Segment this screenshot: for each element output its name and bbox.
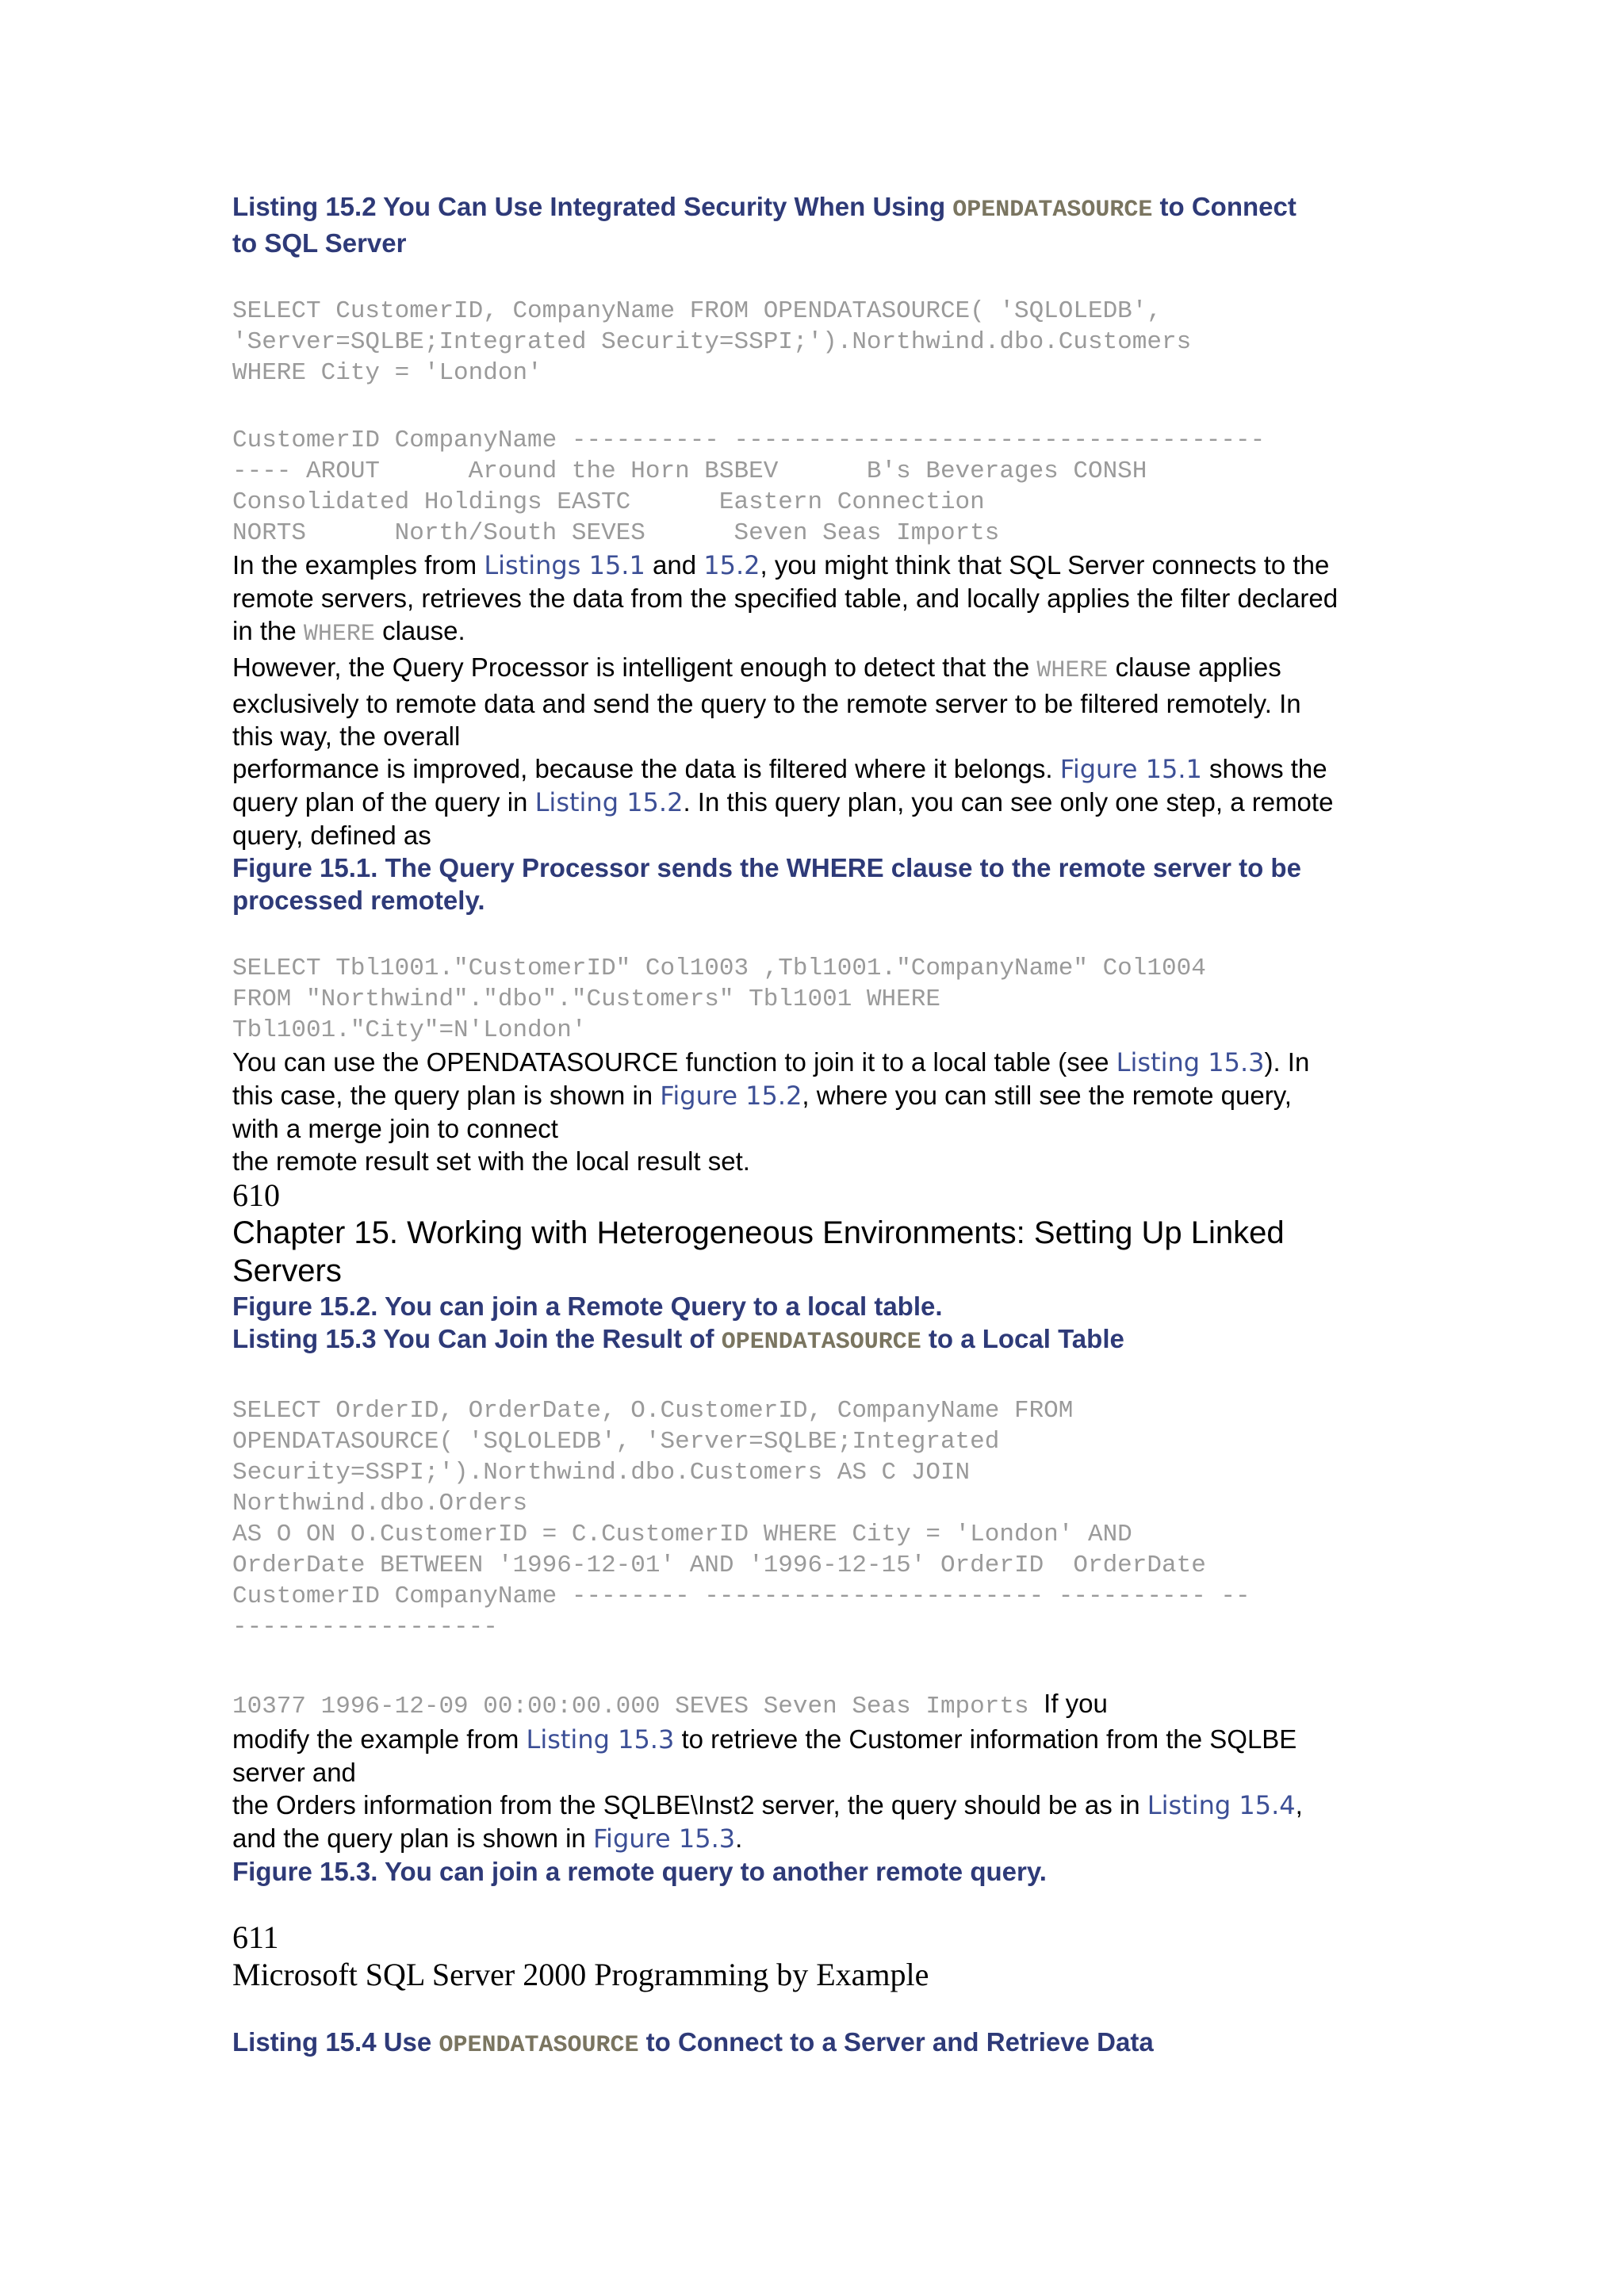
listing-15-3-heading: [232, 1322, 1398, 1359]
listing-15-2-heading: [232, 190, 1398, 259]
link-listing-15-3[interactable]: Listing 15.3: [1116, 1047, 1265, 1077]
paragraph-examples: [232, 549, 1398, 651]
text: remote servers, retrieves the data from the specified table, and locally applies the filter declared: [232, 584, 1339, 613]
inline-code-where: WHERE: [1036, 657, 1109, 684]
code-line: AS O ON O.CustomerID = C.CustomerID WHERE City = 'London' AND: [232, 1521, 1132, 1548]
text: clause.: [374, 616, 465, 645]
link-figure-15-2[interactable]: Figure 15.2: [660, 1081, 802, 1111]
text: shows the: [1201, 754, 1327, 783]
text: If you: [1044, 1689, 1108, 1718]
listing-15-3-code: [232, 1395, 1398, 1643]
text: to retrieve the Customer information from the SQLBE: [674, 1724, 1297, 1754]
paragraph-query-processor: [232, 651, 1398, 851]
heading-text: to Connect to a Server and Retrieve Data: [638, 2027, 1154, 2057]
code-line: SELECT CustomerID, CompanyName FROM OPENDATASOURCE( 'SQLOLEDB',: [232, 297, 1162, 325]
text: In the examples from: [232, 550, 485, 580]
code-line: CustomerID CompanyName -------- ----------------------- ---------- --: [232, 1582, 1251, 1610]
listing-15-2-code: [232, 296, 1398, 388]
text: this way, the overall: [232, 721, 461, 751]
document-page: [232, 190, 1398, 2062]
link-listing-15-4[interactable]: Listing 15.4: [1147, 1790, 1296, 1820]
code-line: Tbl1001."City"=N'London': [232, 1016, 587, 1044]
code-line: FROM "Northwind"."dbo"."Customers" Tbl1001 WHERE: [232, 985, 940, 1013]
text: query, defined as: [232, 821, 431, 850]
link-listings-15-1[interactable]: Listings 15.1: [484, 550, 645, 580]
code-line: Security=SSPI;').Northwind.dbo.Customers AS C JOIN: [232, 1459, 971, 1487]
text: .: [735, 1823, 743, 1853]
paragraph-modify-example: [232, 1687, 1398, 1855]
caption-text: Figure 15.1. The Query Processor sends the WHERE clause to the remote server to be: [232, 853, 1301, 882]
chapter-title: [232, 1214, 1398, 1290]
code-line: Northwind.dbo.Orders: [232, 1490, 528, 1517]
heading-code: OPENDATASOURCE: [721, 1329, 921, 1356]
heading-text: Listing 15.2 You Can Use Integrated Security When Using: [232, 192, 953, 221]
heading-text: to Connect: [1152, 192, 1297, 221]
text: exclusively to remote data and send the query to the remote server to be filtered remotely. In: [232, 689, 1301, 718]
text: server and: [232, 1758, 356, 1787]
page-number-610: 610: [232, 1177, 280, 1213]
figure-15-1-caption: [232, 851, 1398, 916]
text: and: [645, 550, 704, 580]
figure-15-3-caption: Figure 15.3. You can join a remote query to another remote query.: [232, 1857, 1047, 1886]
paragraph-opendatasource-join: [232, 1046, 1398, 1177]
heading-text: to a Local Table: [921, 1324, 1124, 1353]
heading-text: Listing 15.4 Use: [232, 2027, 439, 2057]
page-number-611: 611: [232, 1919, 279, 1955]
code-line: SELECT Tbl1001."CustomerID" Col1003 ,Tbl1001."CompanyName" Col1004: [232, 955, 1206, 982]
heading-text: to SQL Server: [232, 228, 407, 258]
result-line: ---- AROUT Around the Horn BSBEV B's Beverages CONSH: [232, 457, 1147, 485]
link-figure-15-1[interactable]: Figure 15.1: [1059, 754, 1202, 784]
heading-code: OPENDATASOURCE: [439, 2032, 639, 2059]
text: query plan of the query in: [232, 787, 535, 817]
link-listing-15-2[interactable]: 15.2: [703, 550, 760, 580]
heading-text: Listing 15.3 You Can Join the Result of: [232, 1324, 722, 1353]
code-line: OrderDate BETWEEN '1996-12-01' AND '1996-12-15' OrderID OrderDate: [232, 1552, 1206, 1579]
text: clause applies: [1108, 652, 1281, 682]
text: However, the Query Processor is intelligent enough to detect that the: [232, 652, 1037, 682]
text: the Orders information from the SQLBE\Inst2 server, the query should be as in: [232, 1790, 1147, 1820]
link-listing-15-3[interactable]: Listing 15.3: [526, 1724, 675, 1755]
link-listing-15-2[interactable]: Listing 15.2: [534, 787, 684, 817]
code-line: 'Server=SQLBE;Integrated Security=SSPI;').Northwind.dbo.Customers: [232, 328, 1192, 356]
caption-text: processed remotely.: [232, 886, 485, 915]
chapter-text: Chapter 15. Working with Heterogeneous Environments: Setting Up Linked: [232, 1215, 1285, 1250]
code-line: WHERE City = 'London': [232, 359, 542, 387]
result-line: NORTS North/South SEVES Seven Seas Imports: [232, 519, 1000, 547]
text: modify the example from: [232, 1724, 527, 1754]
text: the remote result set with the local result set.: [232, 1146, 750, 1176]
book-title: Microsoft SQL Server 2000 Programming by Example: [232, 1957, 929, 1992]
remote-query-code: [232, 953, 1398, 1046]
inline-code-where: WHERE: [303, 621, 375, 648]
text: in the: [232, 616, 304, 645]
text: performance is improved, because the data is filtered where it belongs.: [232, 754, 1060, 783]
text: and the query plan is shown in: [232, 1823, 593, 1853]
code-line: SELECT OrderID, OrderDate, O.CustomerID, CompanyName FROM: [232, 1397, 1074, 1425]
link-figure-15-3[interactable]: Figure 15.3: [592, 1823, 736, 1854]
text: . In this query plan, you can see only one step, a remote: [683, 787, 1334, 817]
text: ). In: [1264, 1047, 1310, 1077]
figure-15-2-caption: Figure 15.2. You can join a Remote Query to a local table.: [232, 1292, 943, 1321]
code-line: ------------------: [232, 1613, 498, 1641]
text: ,: [1295, 1790, 1303, 1820]
result-line: Consolidated Holdings EASTC Eastern Connection: [232, 488, 985, 516]
text: this case, the query plan is shown in: [232, 1081, 661, 1110]
text: You can use the OPENDATASOURCE function to join it to a local table (see: [232, 1047, 1116, 1077]
result-line: 10377 1996-12-09 00:00:00.000 SEVES Seven Seas Imports: [232, 1693, 1044, 1720]
text: , where you can still see the remote query,: [802, 1081, 1292, 1110]
text: with a merge join to connect: [232, 1114, 558, 1143]
chapter-text: Servers: [232, 1253, 342, 1288]
heading-code: OPENDATASOURCE: [952, 197, 1153, 224]
code-line: OPENDATASOURCE( 'SQLOLEDB', 'Server=SQLBE;Integrated: [232, 1428, 1000, 1456]
text: , you might think that SQL Server connects to the: [760, 550, 1330, 580]
listing-15-4-heading: [232, 2026, 1398, 2062]
result-line: CustomerID CompanyName ---------- ------------------------------------: [232, 427, 1266, 454]
listing-15-2-results: [232, 425, 1398, 549]
